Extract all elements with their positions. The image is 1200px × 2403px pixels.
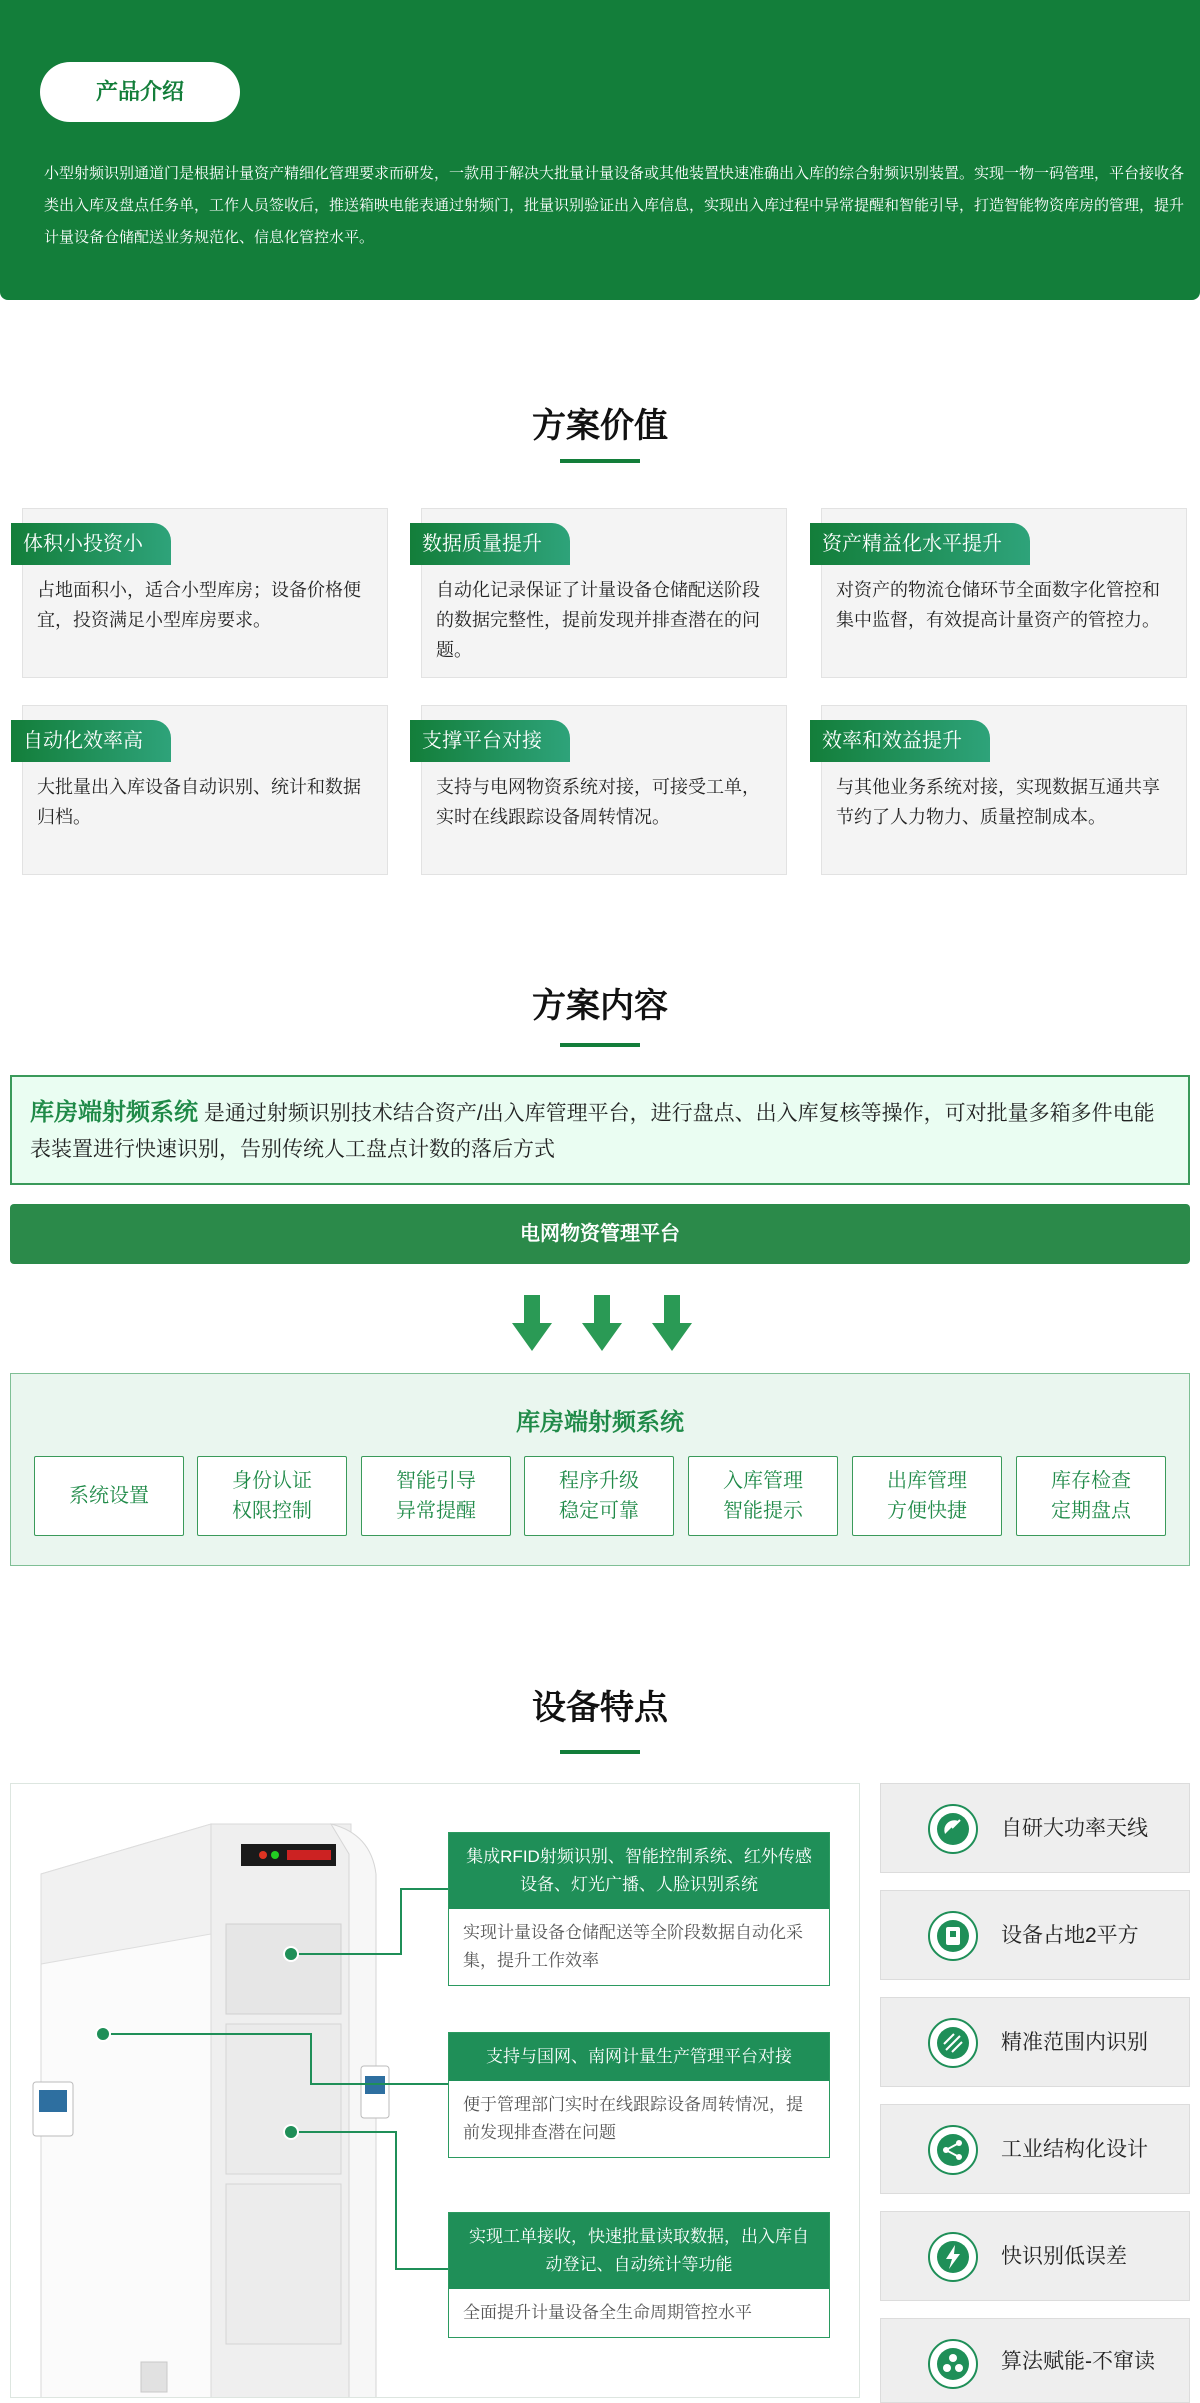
product-intro-section bbox=[0, 0, 1200, 300]
value-card-tag: 体积小投资小 bbox=[11, 523, 171, 565]
solution-description: 是通过射频识别技术结合资产/出入库管理平台，进行盘点、出入库复核等操作，可对批量多箱多件电能表装置进行快速识别，告别传统人工盘点计数的落后方式 bbox=[30, 1102, 1155, 1161]
value-title-underline bbox=[560, 459, 640, 463]
value-card-text: 对资产的物流仓储环节全面数字化管控和集中监督，有效提高计量资产的管控力。 bbox=[836, 580, 1160, 630]
feature-item bbox=[880, 2318, 1190, 2403]
rfid-system-box bbox=[10, 1373, 1190, 1566]
value-card-text: 占地面积小，适合小型库房；设备价格便宜，投资满足小型库房要求。 bbox=[37, 580, 361, 630]
value-card-tag: 支撑平台对接 bbox=[410, 720, 570, 762]
module-program-upgrade: 程序升级 稳定可靠 bbox=[524, 1456, 674, 1536]
satellite-dish-icon bbox=[928, 1804, 978, 1854]
feature-label: 自研大功率天线 bbox=[1001, 1817, 1148, 1840]
feature-item bbox=[880, 1890, 1190, 1980]
value-card bbox=[821, 705, 1187, 875]
feature-label: 算法赋能-不窜读 bbox=[1001, 2350, 1155, 2373]
feature-label: 精准范围内识别 bbox=[1001, 2031, 1148, 2054]
feature-callout bbox=[448, 2032, 830, 2158]
feature-label: 快识别低误差 bbox=[1001, 2245, 1127, 2268]
module-outbound: 出库管理 方便快捷 bbox=[852, 1456, 1002, 1536]
value-card-tag: 自动化效率高 bbox=[11, 720, 171, 762]
value-card bbox=[421, 508, 787, 678]
equipment-diagram-panel bbox=[10, 1783, 860, 2398]
callout-heading: 集成RFID射频识别、智能控制系统、红外传感设备、灯光广播、人脸识别系统 bbox=[449, 1833, 829, 1909]
content-section-title: 方案内容 bbox=[532, 987, 668, 1025]
value-card-text: 支持与电网物资系统对接，可接受工单，实时在线跟踪设备周转情况。 bbox=[436, 777, 760, 827]
value-section-title: 方案价值 bbox=[532, 407, 668, 445]
product-intro-badge: 产品介绍 bbox=[40, 62, 240, 122]
value-card-text: 大批量出入库设备自动识别、统计和数据归档。 bbox=[37, 777, 361, 827]
down-arrow-icon bbox=[512, 1295, 552, 1351]
feature-label: 工业结构化设计 bbox=[1001, 2138, 1148, 2161]
value-card-text: 与其他业务系统对接，实现数据互通共享节约了人力物力、质量控制成本。 bbox=[836, 777, 1160, 827]
solution-description-box bbox=[10, 1075, 1190, 1185]
feature-callout bbox=[448, 1832, 830, 1986]
value-card-text: 自动化记录保证了计量设备仓储配送阶段的数据完整性，提前发现并排查潜在的问题。 bbox=[436, 580, 760, 660]
feature-item bbox=[880, 2104, 1190, 2194]
feature-item bbox=[880, 2211, 1190, 2301]
module-identity-auth: 身份认证 权限控制 bbox=[197, 1456, 347, 1536]
module-system-settings: 系统设置 bbox=[34, 1456, 184, 1536]
precise-range-icon bbox=[928, 2018, 978, 2068]
value-card-tag: 资产精益化水平提升 bbox=[810, 523, 1030, 565]
value-card-tag: 数据质量提升 bbox=[410, 523, 570, 565]
algorithm-icon bbox=[928, 2339, 978, 2389]
down-arrow-icon bbox=[652, 1295, 692, 1351]
rfid-system-title: 库房端射频系统 bbox=[516, 1409, 684, 1436]
value-card bbox=[22, 508, 388, 678]
equipment-title-underline bbox=[560, 1750, 640, 1754]
solution-system-name: 库房端射频系统 bbox=[30, 1099, 198, 1126]
down-arrow-icon bbox=[582, 1295, 622, 1351]
value-card-tag: 效率和效益提升 bbox=[810, 720, 990, 762]
callout-heading: 实现工单接收，快速批量读取数据，出入库自动登记、自动统计等功能 bbox=[449, 2213, 829, 2289]
content-title-underline bbox=[560, 1043, 640, 1047]
feature-item bbox=[880, 1783, 1190, 1873]
value-card bbox=[821, 508, 1187, 678]
lightning-icon bbox=[928, 2232, 978, 2282]
equipment-section-title: 设备特点 bbox=[532, 1689, 668, 1727]
callout-body: 便于管理部门实时在线跟踪设备周转情况，提前发现排查潜在问题 bbox=[463, 2095, 803, 2142]
callout-body: 实现计量设备仓储配送等全阶段数据自动化采集，提升工作效率 bbox=[463, 1923, 803, 1970]
product-intro-text: 小型射频识别通道门是根据计量资产精细化管理要求而研发，一款用于解决大批量计量设备或其他装置快速准确出入库的综合射频识别装置。实现一物一码管理，平台接收各类出入库及盘点任务单，工作人员签收后，推送箱映电能表通过射频门，批量识别验证出入库信息，实现出入库过程中异常提醒和智能引导，打造智能物资库房的管理，提升计量设备仓储配送业务规范化、信息化管控水平。 bbox=[44, 165, 1185, 246]
feature-callout bbox=[448, 2212, 830, 2338]
structure-icon bbox=[928, 2125, 978, 2175]
value-card bbox=[421, 705, 787, 875]
feature-item bbox=[880, 1997, 1190, 2087]
feature-label: 设备占地2平方 bbox=[1001, 1924, 1139, 1947]
platform-bar: 电网物资管理平台 bbox=[10, 1204, 1190, 1264]
module-inventory-check: 库存检查 定期盘点 bbox=[1016, 1456, 1166, 1536]
module-inbound: 入库管理 智能提示 bbox=[688, 1456, 838, 1536]
module-smart-guide: 智能引导 异常提醒 bbox=[361, 1456, 511, 1536]
callout-heading: 支持与国网、南网计量生产管理平台对接 bbox=[449, 2033, 829, 2081]
value-card bbox=[22, 705, 388, 875]
device-footprint-icon bbox=[928, 1911, 978, 1961]
callout-body: 全面提升计量设备全生命周期管控水平 bbox=[463, 2303, 752, 2322]
